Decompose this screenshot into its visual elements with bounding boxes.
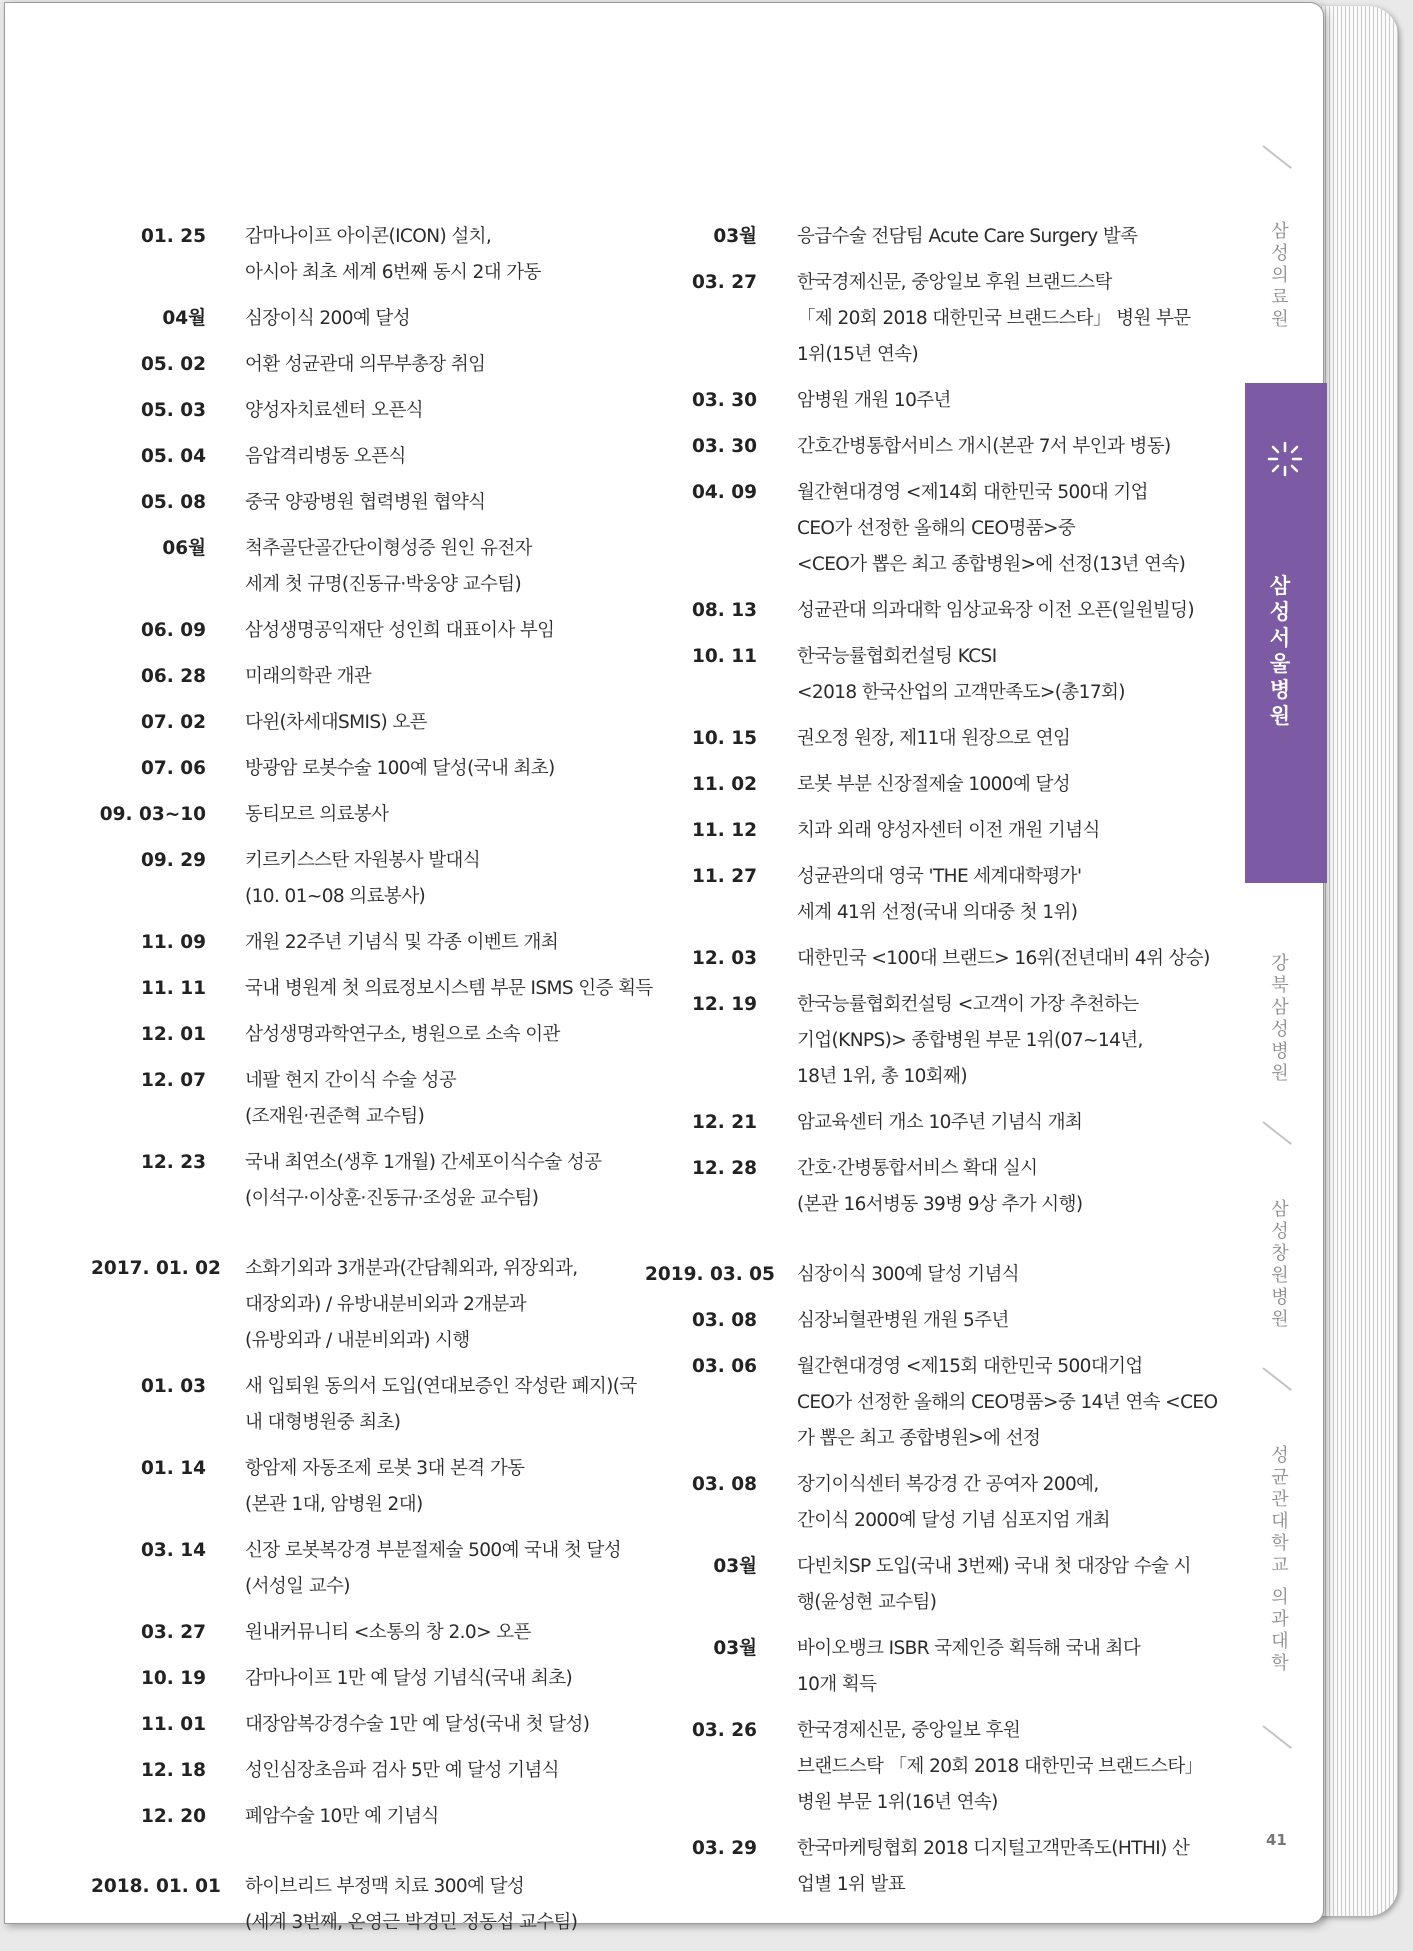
entry-line: 바이오뱅크 ISBR 국제인증 획득해 국내 최다 — [797, 1638, 1141, 1659]
entry-line: 음압격리병동 오픈식 — [245, 446, 406, 467]
entry-line: 한국경제신문, 중앙일보 후원 브랜드스탁 — [797, 272, 1112, 293]
timeline-entry — [91, 1799, 651, 1835]
entry-date: 03. 08 — [692, 1474, 757, 1495]
entry-line: 대장외과) / 유방내분비외과 2개분과 — [245, 1294, 527, 1315]
entry-date: 12. 28 — [692, 1158, 757, 1179]
timeline-entry — [645, 219, 1205, 255]
entry-text — [245, 1369, 651, 1441]
entry-text — [245, 1753, 651, 1789]
timeline-entry — [91, 219, 651, 291]
entry-text — [245, 531, 651, 603]
entry-line: (세계 3번째, 온영근 박경민 정동섭 교수팀) — [245, 1912, 578, 1933]
entry-date: 07. 06 — [141, 758, 206, 779]
entry-text — [245, 1869, 651, 1941]
timeline-entry — [91, 613, 651, 649]
entry-date: 01. 14 — [141, 1458, 206, 1479]
timeline-entry — [645, 1467, 1205, 1539]
entry-date: 04월 — [162, 308, 206, 329]
timeline-entry — [645, 941, 1210, 977]
entry-line: 응급수술 전담팀 Acute Care Surgery 발족 — [797, 226, 1138, 247]
timeline-entry — [645, 429, 1205, 465]
tab-divider-icon — [1262, 145, 1292, 169]
entry-line: 원내커뮤니티 <소통의 창 2.0> 오픈 — [245, 1622, 531, 1643]
entry-line: 대장암복강경수술 1만 예 달성(국내 첫 달성) — [245, 1714, 590, 1735]
entry-line: 1위(15년 연속) — [797, 344, 919, 365]
entry-date: 12. 18 — [141, 1760, 206, 1781]
entry-date: 12. 20 — [141, 1806, 206, 1827]
entry-line: 성균관의대 영국 'THE 세계대학평가' — [797, 866, 1082, 887]
timeline-entry — [91, 439, 651, 475]
timeline-entry — [91, 1369, 651, 1441]
entry-line: CEO가 선정한 올해의 CEO명품>중 14년 연속 <CEO — [797, 1392, 1218, 1413]
tab-samsung-seoul-hospital[interactable]: 삼 성 서 울 병 원 — [1269, 574, 1291, 728]
entry-text — [245, 1661, 651, 1697]
entry-date: 12. 01 — [141, 1024, 206, 1045]
entry-text — [797, 987, 1205, 1095]
entry-text — [797, 383, 1205, 419]
entry-date: 11. 09 — [141, 932, 206, 953]
tab-divider-icon — [1262, 1121, 1292, 1145]
entry-line: 어환 성균관대 의무부총장 취임 — [245, 354, 486, 375]
entry-line: 업별 1위 발표 — [797, 1874, 906, 1895]
entry-date: 2019. 03. 05 — [645, 1264, 775, 1285]
entry-line: 암병원 개원 10주년 — [797, 390, 951, 411]
entry-line: 세계 첫 규명(진동규·박웅양 교수팀) — [245, 574, 522, 595]
timeline-entry — [645, 639, 1205, 711]
entry-date: 01. 25 — [141, 226, 206, 247]
entry-date: 06. 28 — [141, 666, 206, 687]
entry-date: 03월 — [713, 1638, 757, 1659]
entry-line: 권오정 원장, 제11대 원장으로 연임 — [797, 728, 1071, 749]
timeline-entry — [645, 1549, 1205, 1621]
entry-date: 2018. 01. 01 — [91, 1876, 221, 1897]
entry-text — [797, 639, 1205, 711]
entry-line: 심장이식 200예 달성 — [245, 308, 410, 329]
timeline-entry — [645, 1257, 1205, 1293]
tab-kangbuk-samsung-hospital[interactable]: 강 북 삼 성 병 원 — [1271, 953, 1289, 1084]
entry-line: 국내 병원계 첫 의료정보시스템 부문 ISMS 인증 획득 — [245, 978, 653, 999]
timeline-right-column — [645, 219, 1218, 1913]
entry-date: 12. 07 — [141, 1070, 206, 1091]
entry-text — [797, 429, 1205, 465]
entry-text — [245, 1251, 651, 1359]
entry-text — [797, 813, 1205, 849]
entry-text — [245, 925, 651, 961]
entry-line: 한국마케팅협회 2018 디지털고객만족도(HTHI) 산 — [797, 1838, 1190, 1859]
entry-line: (서성일 교수) — [245, 1576, 350, 1597]
entry-line: 한국능률협회컨설팅 KCSI — [797, 646, 997, 667]
entry-date: 05. 04 — [141, 446, 206, 467]
entry-date: 11. 11 — [141, 978, 206, 999]
entry-line: 미래의학관 개관 — [245, 666, 372, 687]
timeline-entry — [91, 1615, 651, 1651]
entry-line: 개원 22주년 기념식 및 각종 이벤트 개최 — [245, 932, 559, 953]
entry-text — [797, 265, 1205, 373]
entry-line: 간호간병통합서비스 개시(본관 7서 부인과 병동) — [797, 436, 1171, 457]
timeline-left-column — [91, 219, 651, 1951]
entry-line: (10. 01~08 의료봉사) — [245, 886, 426, 907]
entry-date: 04. 09 — [692, 482, 757, 503]
entry-date: 06. 09 — [141, 620, 206, 641]
entry-line: 소화기외과 3개분과(간담췌외과, 위장외과, — [245, 1258, 578, 1279]
timeline-entry — [91, 393, 651, 429]
entry-line: 심장이식 300예 달성 기념식 — [797, 1264, 1020, 1285]
entry-date: 12. 19 — [692, 994, 757, 1015]
entry-date: 03. 30 — [692, 390, 757, 411]
entry-text — [797, 941, 1210, 977]
entry-line: 중국 양광병원 협력병원 협약식 — [245, 492, 486, 513]
entry-line: 항암제 자동조제 로봇 3대 본격 가동 — [245, 1458, 525, 1479]
timeline-entry — [91, 1707, 651, 1743]
entry-date: 03월 — [713, 1556, 757, 1577]
timeline-entry — [91, 925, 651, 961]
entry-line: 간이식 2000예 달성 기념 심포지엄 개최 — [797, 1510, 1110, 1531]
entry-line: <CEO가 뽑은 최고 종합병원>에 선정(13년 연속) — [797, 554, 1186, 575]
timeline-entry — [91, 797, 651, 833]
entry-text — [245, 1707, 651, 1743]
entry-date: 11. 27 — [692, 866, 757, 887]
entry-date: 01. 03 — [141, 1376, 206, 1397]
entry-date: 11. 02 — [692, 774, 757, 795]
entry-line: 「제 20회 2018 대한민국 브랜드스타」 병원 부문 — [797, 308, 1191, 329]
entry-line: 성균관대 의과대학 임상교육장 이전 오픈(일원빌딩) — [797, 600, 1195, 621]
entry-text — [245, 485, 651, 521]
entry-line: 로봇 부분 신장절제술 1000예 달성 — [797, 774, 1071, 795]
entry-line: (이석구·이상훈·진동규·조성윤 교수팀) — [245, 1188, 539, 1209]
timeline-entry — [91, 347, 651, 383]
timeline-entry — [645, 475, 1205, 583]
timeline-entry — [91, 705, 651, 741]
timeline-entry — [91, 1533, 651, 1605]
entry-date: 03. 26 — [692, 1720, 757, 1741]
timeline-entry — [91, 1017, 651, 1053]
entry-text — [797, 1257, 1205, 1293]
timeline-entry — [91, 1451, 651, 1523]
entry-line: 브랜드스탁 「제 20회 2018 대한민국 브랜드스타」 — [797, 1756, 1203, 1777]
entry-line: 삼성생명공익재단 성인희 대표이사 부임 — [245, 620, 555, 641]
sparkle-icon — [1267, 441, 1303, 477]
entry-line: 암교육센터 개소 10주년 기념식 개최 — [797, 1112, 1083, 1133]
timeline-entry — [645, 1105, 1205, 1141]
entry-date: 09. 03~10 — [99, 804, 206, 825]
timeline-entry — [91, 1251, 651, 1359]
entry-text — [245, 1533, 651, 1605]
entry-line: 삼성생명과학연구소, 병원으로 소속 이관 — [245, 1024, 560, 1045]
entry-line: 병원 부문 1위(16년 연속) — [797, 1792, 998, 1813]
tab-skku-medicine[interactable]: 성 균 관 대 학 교 의 과 대 학 — [1271, 1445, 1289, 1674]
entry-text — [245, 1017, 651, 1053]
entry-text — [797, 593, 1205, 629]
entry-date: 11. 01 — [141, 1714, 206, 1735]
timeline-entry — [645, 721, 1205, 757]
tab-samsung-medical-center[interactable]: 삼 성 의 료 원 — [1271, 221, 1289, 330]
entry-text — [797, 1713, 1205, 1821]
timeline-entry — [645, 1349, 1218, 1457]
entry-text — [797, 1631, 1205, 1703]
entry-line: 하이브리드 부정맥 치료 300예 달성 — [245, 1876, 525, 1897]
entry-text — [797, 1151, 1205, 1223]
entry-date: 10. 15 — [692, 728, 757, 749]
entry-line: 18년 1위, 총 10회째) — [797, 1066, 967, 1087]
entry-date: 10. 19 — [141, 1668, 206, 1689]
entry-line: 가 뽑은 최고 종합병원>에 선정 — [797, 1428, 1041, 1449]
page-number: 41 — [1266, 1831, 1287, 1849]
entry-date: 09. 29 — [141, 850, 206, 871]
entry-line: 한국경제신문, 중앙일보 후원 — [797, 1720, 1021, 1741]
entry-text — [245, 613, 651, 649]
entry-text — [245, 1451, 651, 1523]
timeline-entry — [645, 1713, 1205, 1821]
entry-line: (유방외과 / 내분비외과) 시행 — [245, 1330, 470, 1351]
entry-text — [797, 767, 1205, 803]
entry-line: 다빈치SP 도입(국내 3번째) 국내 첫 대장암 수술 시 — [797, 1556, 1191, 1577]
entry-line: 다윈(차세대SMIS) 오픈 — [245, 712, 427, 733]
entry-text — [245, 705, 651, 741]
timeline-entry — [91, 659, 651, 695]
timeline-entry — [91, 971, 651, 1007]
entry-date: 11. 12 — [692, 820, 757, 841]
entry-text — [797, 1467, 1205, 1539]
entry-date: 03월 — [713, 226, 757, 247]
entry-date: 05. 02 — [141, 354, 206, 375]
timeline-entry — [91, 1869, 651, 1941]
entry-line: 동티모르 의료봉사 — [245, 804, 389, 825]
entry-text — [245, 393, 651, 429]
timeline-entry — [645, 265, 1205, 373]
entry-text — [245, 659, 651, 695]
entry-date: 12. 03 — [692, 948, 757, 969]
entry-line: 10개 획득 — [797, 1674, 877, 1695]
entry-line: 심장뇌혈관병원 개원 5주년 — [797, 1310, 1009, 1331]
timeline-entry — [91, 843, 651, 915]
entry-date: 12. 21 — [692, 1112, 757, 1133]
timeline-entry — [91, 1145, 651, 1217]
book-page — [4, 2, 1324, 1933]
entry-line: 신장 로봇복강경 부분절제술 500예 국내 첫 달성 — [245, 1540, 622, 1561]
entry-date: 07. 02 — [141, 712, 206, 733]
entry-line: 척추골단골간단이형성증 원인 유전자 — [245, 538, 532, 559]
entry-date: 10. 11 — [692, 646, 757, 667]
entry-line: 장기이식센터 복강경 간 공여자 200예, — [797, 1474, 1099, 1495]
entry-date: 03. 27 — [692, 272, 757, 293]
entry-line: 치과 외래 양성자센터 이전 개원 기념식 — [797, 820, 1100, 841]
entry-date: 03. 30 — [692, 436, 757, 457]
timeline-entry — [91, 301, 651, 337]
entry-line: 세계 41위 선정(국내 의대중 첫 1위) — [797, 902, 1078, 923]
entry-text — [245, 347, 651, 383]
entry-line: 대한민국 <100대 브랜드> 16위(전년대비 4위 상승) — [797, 948, 1210, 969]
entry-text — [245, 751, 651, 787]
entry-text — [245, 1145, 651, 1217]
entry-line: 감마나이프 아이콘(ICON) 설치, — [245, 226, 492, 247]
entry-text — [245, 301, 651, 337]
entry-text — [245, 1063, 651, 1135]
entry-text — [797, 1105, 1205, 1141]
entry-date: 03. 08 — [692, 1310, 757, 1331]
entry-line: (본관 1대, 암병원 2대) — [245, 1494, 423, 1515]
entry-line: 한국능률협회컨설팅 <고객이 가장 추천하는 — [797, 994, 1139, 1015]
timeline-entry — [645, 987, 1205, 1095]
entry-text — [245, 971, 651, 1007]
page-stack-edge — [1318, 6, 1398, 1916]
entry-line: 성인심장초음파 검사 5만 예 달성 기념식 — [245, 1760, 559, 1781]
entry-line: <2018 한국산업의 고객만족도>(총17회) — [797, 682, 1125, 703]
timeline-entry — [91, 485, 651, 521]
entry-line: 아시아 최초 세계 6번째 동시 2대 가동 — [245, 262, 541, 283]
entry-line: 키르키스스탄 자원봉사 발대식 — [245, 850, 481, 871]
entry-date: 03. 06 — [692, 1356, 757, 1377]
timeline-entry — [91, 531, 651, 603]
entry-date: 12. 23 — [141, 1152, 206, 1173]
entry-text — [797, 1549, 1205, 1621]
entry-line: 내 대형병원중 최초) — [245, 1412, 401, 1433]
tab-samsung-changwon-hospital[interactable]: 삼 성 창 원 병 원 — [1271, 1199, 1289, 1330]
entry-date: 03. 29 — [692, 1838, 757, 1859]
entry-text — [797, 859, 1205, 931]
entry-text — [245, 439, 651, 475]
entry-date: 08. 13 — [692, 600, 757, 621]
entry-date: 06월 — [162, 538, 206, 559]
entry-line: 행(윤성현 교수팀) — [797, 1592, 937, 1613]
timeline-entry — [91, 1661, 651, 1697]
timeline-entry — [645, 1631, 1205, 1703]
entry-date: 03. 27 — [141, 1622, 206, 1643]
entry-text — [797, 1303, 1205, 1339]
entry-line: 월간현대경영 <제14회 대한민국 500대 기업 — [797, 482, 1148, 503]
entry-text — [797, 1831, 1205, 1903]
entry-date: 03. 14 — [141, 1540, 206, 1561]
entry-text — [245, 1799, 651, 1835]
tab-divider-icon — [1262, 1367, 1292, 1391]
timeline-entry — [91, 1753, 651, 1789]
entry-line: 새 입퇴원 동의서 도입(연대보증인 작성란 폐지)(국 — [245, 1376, 637, 1397]
timeline-entry — [91, 751, 651, 787]
entry-line: 간호·간병통합서비스 확대 실시 — [797, 1158, 1038, 1179]
entry-date: 05. 08 — [141, 492, 206, 513]
timeline-entry — [645, 383, 1205, 419]
entry-line: 국내 최연소(생후 1개월) 간세포이식수술 성공 — [245, 1152, 602, 1173]
tab-divider-icon — [1262, 1725, 1292, 1749]
entry-line: (조재원·권준혁 교수팀) — [245, 1106, 425, 1127]
timeline-entry — [645, 593, 1205, 629]
entry-line: 월간현대경영 <제15회 대한민국 500대기업 — [797, 1356, 1143, 1377]
entry-date: 05. 03 — [141, 400, 206, 421]
entry-line: 네팔 현지 간이식 수술 성공 — [245, 1070, 457, 1091]
entry-line: 방광암 로봇수술 100예 달성(국내 최초) — [245, 758, 555, 779]
entry-date: 2017. 01. 02 — [91, 1258, 221, 1279]
entry-text — [245, 843, 651, 915]
entry-line: 감마나이프 1만 예 달성 기념식(국내 최초) — [245, 1668, 573, 1689]
entry-line: CEO가 선정한 올해의 CEO명품>중 — [797, 518, 1076, 539]
entry-text — [797, 475, 1205, 583]
entry-line: 기업(KNPS)> 종합병원 부문 1위(07~14년, — [797, 1030, 1143, 1051]
entry-line: 양성자치료센터 오픈식 — [245, 400, 423, 421]
entry-text — [797, 721, 1205, 757]
entry-text — [797, 219, 1205, 255]
timeline-entry — [645, 1303, 1205, 1339]
entry-text — [797, 1349, 1218, 1457]
timeline-entry — [645, 1831, 1205, 1903]
timeline-entry — [91, 1063, 651, 1135]
timeline-entry — [645, 859, 1205, 931]
entry-text — [245, 797, 651, 833]
entry-text — [245, 219, 651, 291]
entry-text — [245, 1615, 651, 1651]
timeline-entry — [645, 813, 1205, 849]
entry-line: 폐암수술 10만 예 기념식 — [245, 1806, 439, 1827]
entry-line: (본관 16서병동 39병 9상 추가 시행) — [797, 1194, 1083, 1215]
timeline-entry — [645, 1151, 1205, 1223]
timeline-entry — [645, 767, 1205, 803]
